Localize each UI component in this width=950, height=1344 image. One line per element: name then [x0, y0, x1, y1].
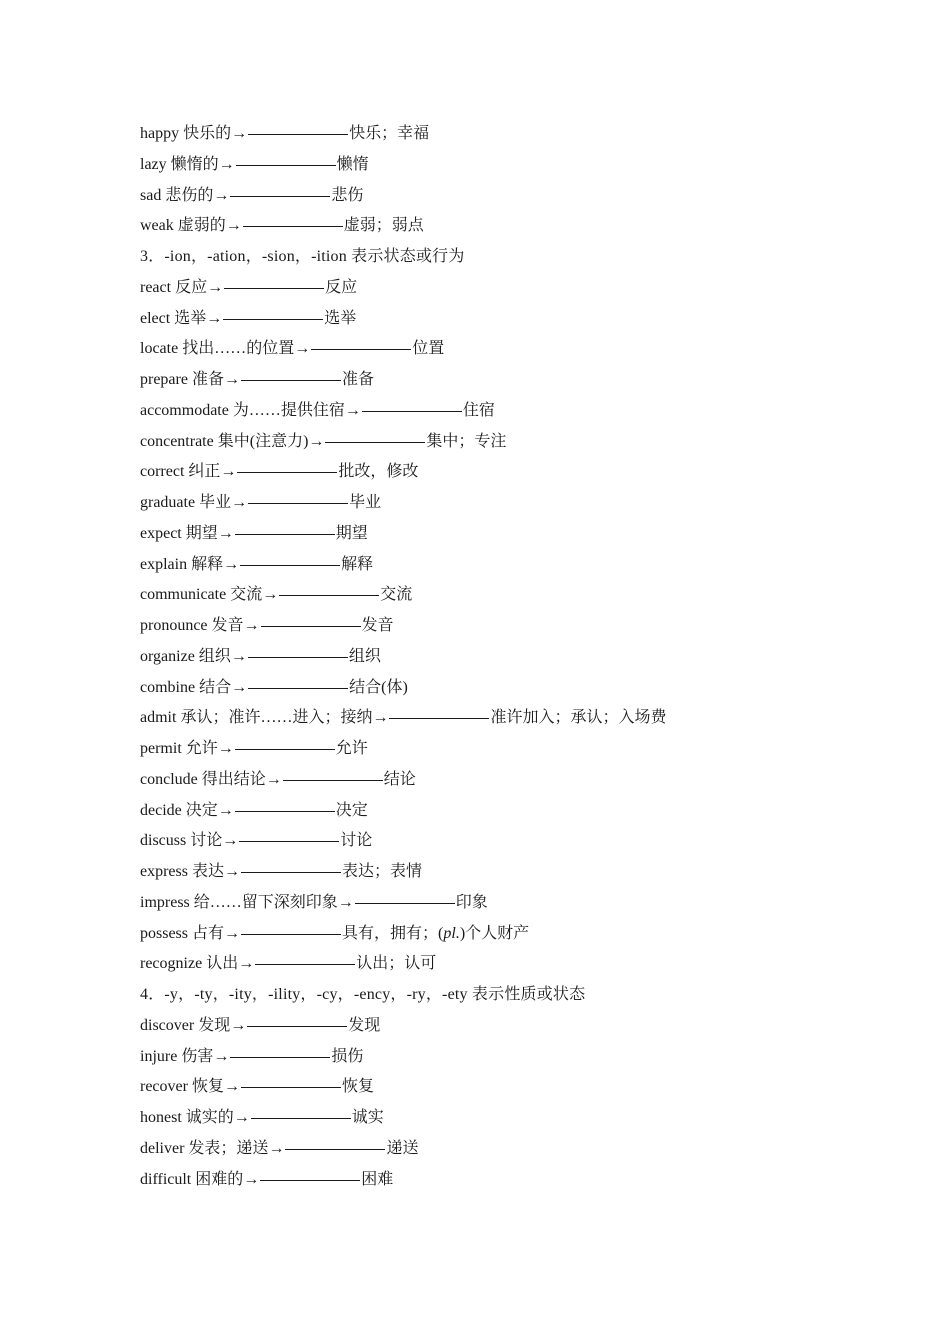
word: admit [140, 709, 177, 727]
arrow-icon: → [218, 155, 235, 173]
vocab-item [140, 1134, 860, 1165]
word: permit [140, 740, 182, 757]
arrow-icon: → [231, 494, 248, 511]
word: discuss [140, 832, 187, 850]
word: injure [140, 1047, 178, 1065]
answer-blank[interactable] [325, 441, 425, 443]
vocab-item [140, 796, 860, 827]
derived-meaning: 发现 [348, 1016, 381, 1034]
derived-meaning: 讨论 [340, 832, 373, 850]
word: possess [140, 924, 189, 942]
answer-blank[interactable] [260, 1179, 360, 1181]
answer-blank[interactable] [251, 1117, 351, 1119]
derived-meaning: 认出；认可 [356, 955, 437, 973]
derived-meaning: 交流 [380, 586, 413, 604]
meaning: 找出……的位置 [182, 340, 295, 358]
meaning: 困难的 [195, 1170, 244, 1188]
derived-meaning: 反应 [325, 278, 358, 296]
arrow-icon: → [213, 186, 230, 204]
answer-blank[interactable] [285, 1148, 385, 1150]
answer-blank[interactable] [261, 625, 361, 627]
word: discover [140, 1016, 195, 1034]
word: prepare [140, 371, 188, 388]
derived-meaning: 解释 [341, 555, 374, 573]
answer-blank[interactable] [362, 410, 462, 412]
vocab-item [140, 304, 860, 335]
vocab-item [140, 334, 860, 365]
derived-meaning: 结合(体) [349, 678, 408, 696]
word: conclude [140, 770, 198, 788]
derived-meaning: 位置 [412, 340, 445, 358]
word: elect [140, 309, 171, 327]
derived-meaning: 表达；表情 [342, 863, 423, 880]
meaning: 伤害 [181, 1047, 214, 1065]
answer-blank[interactable] [237, 471, 337, 473]
meaning: 集中(注意力) [217, 432, 309, 450]
meaning: 期望 [185, 524, 218, 542]
derived-meaning: 准许加入；承认；入场费 [490, 709, 667, 727]
arrow-icon: → [268, 1139, 285, 1157]
vocab-item [140, 765, 860, 796]
meaning: 懒惰的 [170, 155, 219, 173]
answer-blank[interactable] [224, 287, 324, 289]
arrow-icon: → [225, 217, 242, 235]
word: react [140, 278, 172, 296]
vocab-item [140, 642, 860, 673]
derived-meaning: 诚实 [351, 1109, 384, 1126]
answer-blank[interactable] [235, 533, 335, 535]
derived-meaning: 结论 [383, 770, 416, 788]
vocab-item [140, 181, 860, 212]
answer-blank[interactable] [239, 840, 339, 842]
word: recognize [140, 955, 203, 973]
answer-blank[interactable] [230, 195, 330, 197]
derived-meaning: 懒惰 [336, 155, 369, 173]
arrow-icon: → [230, 647, 247, 665]
derived-meaning: 选举 [324, 309, 357, 327]
meaning: 发表；递送 [188, 1139, 269, 1157]
arrow-icon: → [217, 801, 234, 819]
arrow-icon: → [238, 955, 255, 973]
answer-blank[interactable] [248, 687, 348, 689]
meaning: 准备 [191, 371, 224, 388]
vocab-item [140, 949, 860, 980]
vocab-item [140, 919, 860, 950]
meaning: 诚实的 [185, 1109, 234, 1126]
arrow-icon: → [224, 924, 241, 942]
arrow-icon: → [206, 309, 223, 327]
vocab-item [140, 703, 860, 734]
word: organize [140, 647, 195, 665]
word: concentrate [140, 432, 214, 450]
vocab-item [140, 427, 860, 458]
answer-blank[interactable] [241, 1086, 341, 1088]
vocab-item [140, 396, 860, 427]
word: express [140, 863, 188, 880]
word: difficult [140, 1170, 192, 1188]
worksheet-page [140, 119, 860, 1195]
answer-blank[interactable] [236, 164, 336, 166]
meaning: 表达 [191, 863, 224, 880]
section-heading: 4．-y，-ty，-ity，-ility，-cy，-ency，-ry，-ety 表示性质或状态 [140, 986, 586, 1003]
meaning: 认出 [206, 955, 239, 973]
meaning: 纠正 [188, 463, 221, 481]
word: communicate [140, 586, 227, 604]
answer-blank[interactable] [248, 133, 348, 135]
derived-meaning: 困难 [361, 1170, 394, 1188]
answer-blank[interactable] [279, 594, 379, 596]
vocab-item [140, 457, 860, 488]
derived-meaning: 允许 [335, 740, 368, 757]
vocab-item [140, 550, 860, 581]
answer-blank[interactable] [243, 225, 343, 227]
derived-meaning: 损伤 [331, 1047, 364, 1065]
word: lazy [140, 155, 167, 173]
meaning: 恢复 [191, 1078, 224, 1096]
word: locate [140, 340, 179, 358]
answer-blank[interactable] [230, 1056, 330, 1058]
meaning: 选举 [174, 309, 207, 327]
word: sad [140, 186, 162, 204]
vocab-item [140, 1103, 860, 1134]
derived-meaning: 组织 [348, 647, 381, 665]
meaning: 快乐的 [183, 125, 232, 142]
arrow-icon: → [213, 1047, 230, 1065]
arrow-icon: → [243, 617, 260, 634]
meaning: 组织 [198, 647, 231, 665]
derived-meaning: 批改，修改 [338, 463, 419, 481]
meaning: 虚弱的 [177, 217, 226, 235]
derived-meaning: 恢复 [341, 1078, 374, 1096]
derived-meaning: 递送 [386, 1139, 419, 1157]
vocab-item [140, 826, 860, 857]
arrow-icon: → [223, 1078, 240, 1096]
derived-meaning: 住宿 [462, 401, 495, 419]
meaning: 得出结论 [201, 770, 266, 788]
answer-blank[interactable] [311, 348, 411, 350]
arrow-icon: → [224, 863, 240, 880]
word: deliver [140, 1139, 185, 1157]
derived-meaning: 准备 [341, 371, 374, 388]
vocab-item [140, 1072, 860, 1103]
meaning: 发现 [198, 1016, 231, 1034]
word: explain [140, 555, 188, 573]
derived-meaning: 决定 [335, 801, 368, 819]
word: honest [140, 1109, 182, 1126]
word: accommodate [140, 401, 229, 419]
derived-meaning: 期望 [335, 524, 368, 542]
arrow-icon: → [294, 340, 311, 358]
arrow-icon: → [308, 432, 325, 450]
derived-meaning: 悲伤 [331, 186, 364, 204]
vocab-item [140, 1165, 860, 1196]
arrow-icon: → [223, 371, 240, 388]
meaning: 毕业 [199, 494, 232, 511]
vocab-item [140, 734, 860, 765]
answer-blank[interactable] [389, 717, 489, 719]
meaning: 悲伤的 [165, 186, 214, 204]
derived-meaning-tail: )个人财产 [459, 924, 530, 942]
meaning: 承认；准许……进入；接纳 [180, 709, 373, 727]
answer-blank[interactable] [248, 656, 348, 658]
derived-meaning: 毕业 [349, 494, 382, 511]
arrow-icon: → [222, 832, 239, 850]
arrow-icon: → [207, 278, 224, 296]
meaning: 交流 [230, 586, 263, 604]
answer-blank[interactable] [255, 963, 355, 965]
answer-blank[interactable] [223, 318, 323, 320]
arrow-icon: → [220, 463, 237, 481]
arrow-icon: → [217, 740, 234, 757]
meaning: 给……留下深刻印象 [193, 893, 338, 911]
derived-meaning: 虚弱；弱点 [343, 217, 424, 235]
derived-meaning: 快乐；幸福 [349, 125, 430, 142]
word: impress [140, 893, 190, 911]
meaning: 决定 [185, 801, 218, 819]
word: happy [140, 125, 180, 142]
word: correct [140, 463, 185, 481]
word: expect [140, 524, 182, 542]
section-heading: 3．-ion，-ation，-sion，-ition 表示状态或行为 [140, 248, 465, 265]
word: weak [140, 217, 174, 235]
meaning: 为……提供住宿 [232, 401, 345, 419]
word: combine [140, 678, 196, 696]
vocab-item [140, 611, 860, 642]
word: pronounce [140, 617, 208, 634]
meaning: 反应 [175, 278, 208, 296]
answer-blank[interactable] [247, 1025, 347, 1027]
answer-blank[interactable] [241, 379, 341, 381]
meaning: 结合 [199, 678, 232, 696]
word: decide [140, 801, 182, 819]
arrow-icon: → [372, 709, 389, 727]
vocab-item [140, 1042, 860, 1073]
meaning: 占有 [192, 924, 225, 942]
vocab-item [140, 519, 860, 550]
vocab-item [140, 580, 860, 611]
vocab-item [140, 365, 860, 396]
answer-blank[interactable] [248, 502, 348, 504]
vocab-item [140, 857, 860, 888]
derived-meaning: 集中；专注 [426, 432, 507, 450]
vocab-item [140, 150, 860, 181]
derived-meaning: 发音 [361, 617, 394, 634]
vocab-item [140, 211, 860, 242]
arrow-icon: → [231, 125, 248, 142]
arrow-icon: → [243, 1170, 260, 1188]
word: recover [140, 1078, 188, 1096]
derived-meaning: 印象 [455, 893, 488, 911]
meaning: 允许 [185, 740, 218, 757]
arrow-icon: → [265, 770, 282, 788]
arrow-icon: → [262, 586, 279, 604]
vocab-item [140, 488, 860, 519]
answer-blank[interactable] [355, 902, 455, 904]
answer-blank[interactable] [283, 779, 383, 781]
vocab-item [140, 673, 860, 704]
vocab-item [140, 119, 860, 150]
vocab-item [140, 888, 860, 919]
answer-blank[interactable] [241, 933, 341, 935]
answer-blank[interactable] [240, 564, 340, 566]
arrow-icon: → [231, 678, 248, 696]
arrow-icon: → [230, 1016, 247, 1034]
meaning: 讨论 [190, 832, 223, 850]
vocab-item [140, 1011, 860, 1042]
arrow-icon: → [217, 524, 234, 542]
arrow-icon: → [344, 401, 361, 419]
answer-blank[interactable] [235, 748, 335, 750]
arrow-icon: → [223, 555, 240, 573]
vocab-item [140, 273, 860, 304]
arrow-icon: → [233, 1109, 250, 1126]
word: graduate [140, 494, 196, 511]
arrow-icon: → [337, 893, 354, 911]
meaning: 发音 [211, 617, 244, 634]
meaning: 解释 [191, 555, 224, 573]
derived-meaning: 具有，拥有；( [342, 924, 444, 942]
plural-abbrev: pl. [443, 924, 460, 942]
answer-blank[interactable] [241, 871, 341, 873]
answer-blank[interactable] [235, 810, 335, 812]
